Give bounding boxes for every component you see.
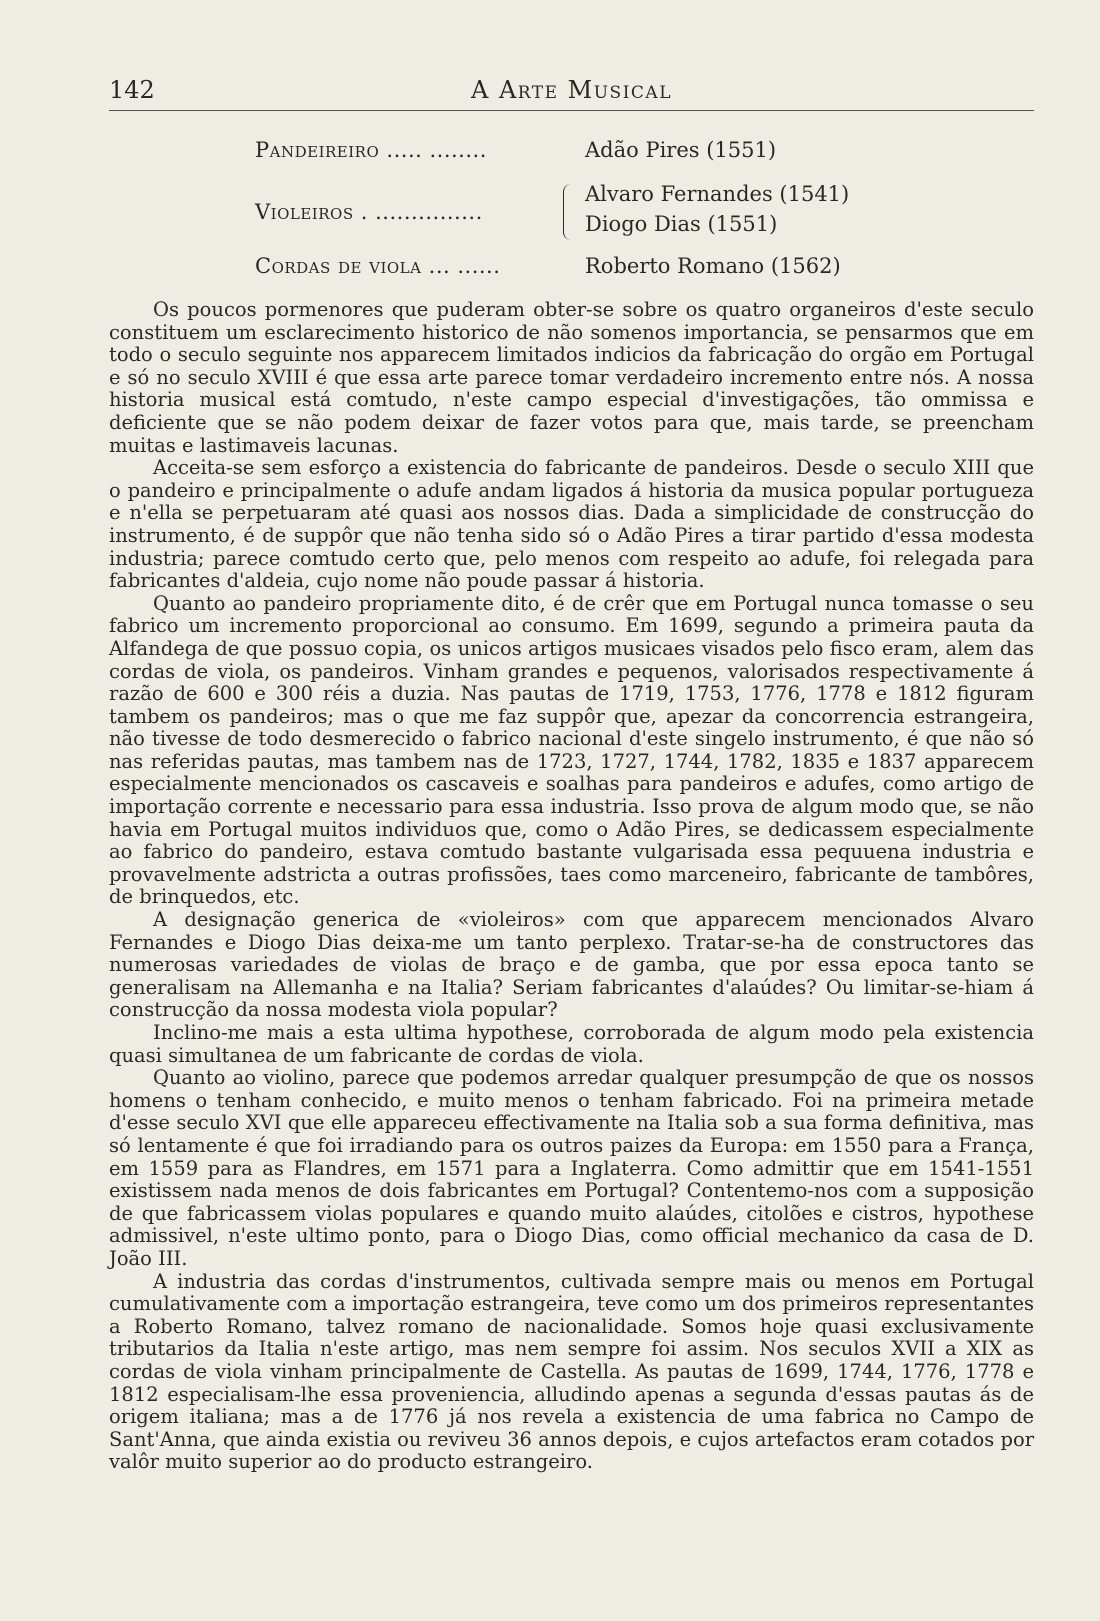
list-item bbox=[255, 254, 875, 288]
list-item-value: Adão Pires (1551) bbox=[585, 138, 777, 162]
paragraph: Quanto ao pandeiro propriamente dito, é de crêr que em Portugal nunca tomasse o seu fabrico um incremento proporcional ao consumo. Em 1699, segundo a primeira pauta da Alfandega de que possuo copia, os unicos artigos musicaes visados pelo fisco eram, alem das cordas de viola, os pandeiros. Vinham grandes e pequenos, valorisados respectivamente á razão de 600 e 300 réis a duzia. Nas pautas de 1719, 1753, 1776, 1778 e 1812 figuram tambem os pandeiros; mas o que me faz suppôr que, apezar da concorrencia estrangeira, não tivesse de todo desmerecido o fabrico nacional d'este singelo instrumento, é que não só nas referidas pautas, mas tambem nas de 1723, 1727, 1744, 1782, 1835 e 1837 apparecem especialmente mencionados os cascaveis e soalhas para pandeiros e adufes, como artigo de importação corrente e necessario para essa industria. Isso prova de algum modo que, se não havia em Portugal muitos individuos que, como o Adão Pires, se dedicassem especialmente ao fabrico do pandeiro, estava comtudo bastante vulgarisada essa pequuena industria e provavelmente adstricta a outras profissões, taes como marceneiro, fabricante de tambôres, de brinquedos, etc. bbox=[109, 591, 1034, 909]
paragraph: A industria das cordas d'instrumentos, cultivada sempre mais ou menos em Portugal cumulativamente com a importação estrangeira, teve como um dos primeiros representantes a Roberto Romano, talvez romano de nacionalidade. Somos hoje quasi exclusivamente tributarios da Italia n'este artigo, mas nem sempre foi assim. Nos seculos XVII a XIX as cordas de viola vinham principalmente de Castella. As pautas de 1699, 1744, 1776, 1778 e 1812 especialisam-lhe essa proveniencia, alludindo apenas a segunda d'essas pautas ás de origem italiana; mas a de 1776 já nos revela a existencia de uma fabrica no Campo de Sant'Anna, que ainda existia ou reviveu 36 annos depois, e cujos artefactos eram cotados por valôr muito superior ao do producto estrangeiro. bbox=[109, 1269, 1035, 1474]
brace-mark bbox=[563, 184, 574, 240]
running-title: A Arte Musical bbox=[470, 76, 672, 104]
list-item-label: Pandeireiro ..... ........ bbox=[255, 138, 487, 162]
list-item-value: Diogo Dias (1551) bbox=[585, 212, 778, 236]
paragraph: A designação generica de «violeiros» com que apparecem mencionados Alvaro Fernandes e Diogo Dias deixa-me um tanto perplexo. Tratar-se-ha de constructores das numerosas variedades de violas de braço e de gamba, que por essa epoca tanto se generalisam na Allemanha e na Italia? Seriam fabricantes d'alaúdes? Ou limitar-se-hiam á construcção da nossa modesta viola popular? bbox=[109, 908, 1034, 1022]
page-number: 142 bbox=[109, 76, 155, 104]
list-item bbox=[255, 182, 875, 250]
paragraph: Os poucos pormenores que puderam obter-se sobre os quatro organeiros d'este seculo constituem um esclarecimento historico de não somenos importancia, se pensarmos que em todo o seculo seguinte nos apparecem limitados indicios da fabricação do orgão em Portugal e só no seculo XVIII é que essa arte parece tomar verdadeiro incremento entre nós. A nossa historia musical está comtudo, n'este campo especial d'investigações, tão ommissa e deficiente que se não podem deixar de fazer votos para que, mais tarde, se preencham muitas e lastimaveis lacunas. bbox=[109, 298, 1034, 457]
makers-list bbox=[255, 138, 875, 288]
page-header bbox=[109, 72, 1034, 111]
list-item-label: Violeiros . ............... bbox=[255, 200, 483, 224]
paragraph: Inclino-me mais a esta ultima hypothese, corroborada de algum modo pela existencia quasi simultanea de um fabricante de cordas de viola. bbox=[109, 1021, 1034, 1067]
list-item-value: Alvaro Fernandes (1541) bbox=[585, 182, 850, 206]
list-item-value: Roberto Romano (1562) bbox=[585, 254, 841, 278]
body-text bbox=[109, 299, 1034, 1474]
paragraph: Acceita-se sem esforço a existencia do fabricante de pandeiros. Desde o seculo XIII que o pandeiro e principalmente o adufe andam ligados á historia da musica popular portugueza e n'ella se perpetuaram até quasi aos nossos dias. Dada a simplicidade de construcção do instrumento, é de suppôr que não tenha sido só o Adão Pires a tirar partido d'essa modesta industria; parece comtudo certo que, pelo menos com respeito ao adufe, foi relegada para fabricantes d'aldeia, cujo nome não poude passar á historia. bbox=[109, 456, 1034, 593]
list-item bbox=[255, 138, 875, 172]
paragraph: Quanto ao violino, parece que podemos arredar qualquer presumpção de que os nossos homens o tenham conhecido, e muito menos o tenham fabricado. Foi na primeira metade d'esse seculo XVI que elle appareceu effectivamente na Italia sob a sua forma definitiva, mas só lentamente é que foi irradiando para os outros paizes da Europa: em 1550 para a França, em 1559 para as Flandres, em 1571 para a Inglaterra. Como admittir que em 1541-1551 existissem nada menos de dois fabricantes em Portugal? Contentemo-nos com a supposição de que fabricassem violas populares e quando muito alaúdes, citolões e cistros, hypothese admissivel, n'este ultimo ponto, para o Diogo Dias, como official mechanico da casa de D. João III. bbox=[109, 1066, 1034, 1270]
list-item-label: Cordas de viola ... ...... bbox=[255, 254, 501, 278]
